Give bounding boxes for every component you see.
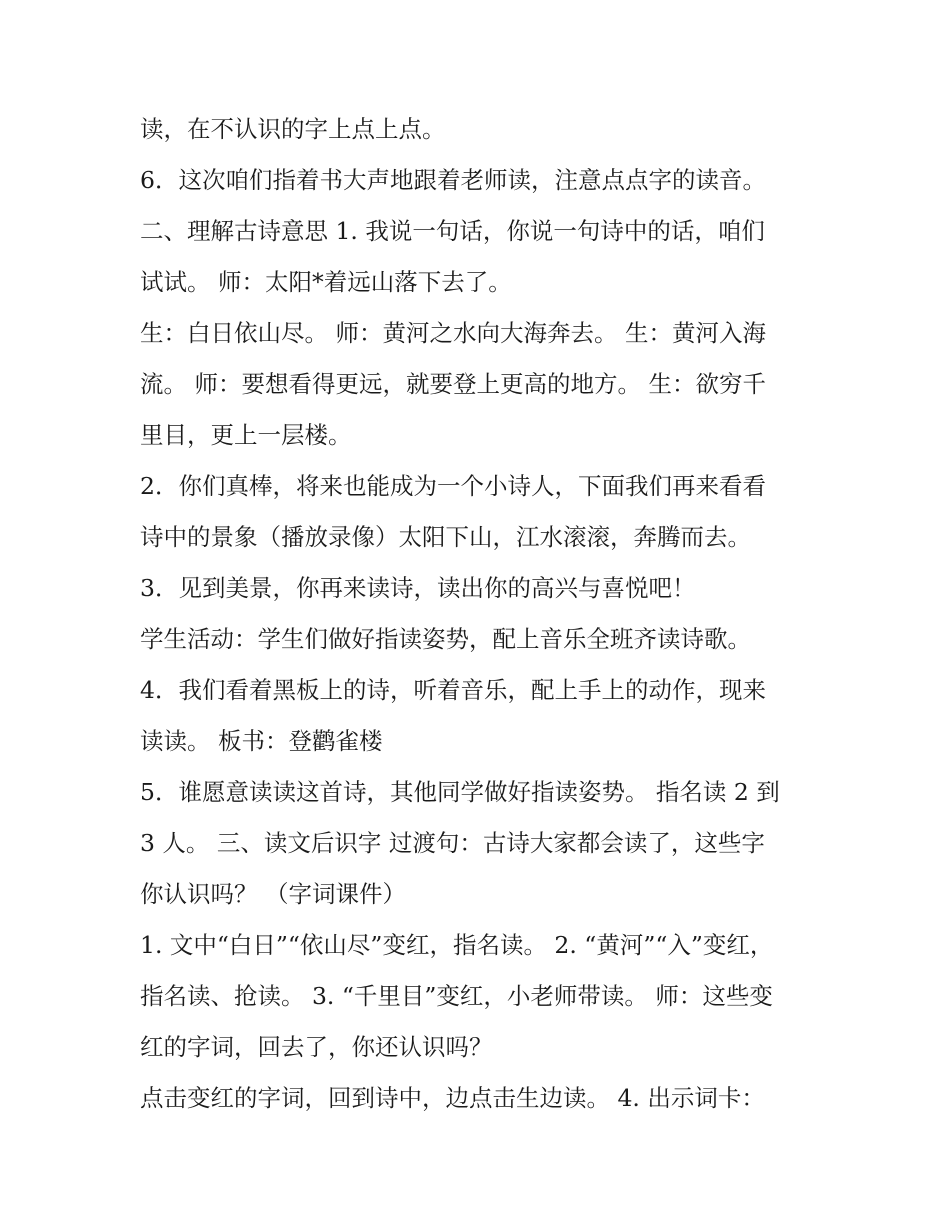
text-line: 生：白日依山尽。 师：黄河之水向大海奔去。 生：黄河入海 — [140, 319, 766, 347]
text-line: 红的字词，回去了，你还认识吗？ — [140, 1033, 493, 1061]
text-line: 4．我们看着黑板上的诗，听着音乐，配上手上的动作，现来 — [140, 676, 766, 704]
text-line: 读读。 板书：登鹳雀楼 — [140, 727, 383, 755]
text-line: 试试。 师：太阳*着远山落下去了。 — [140, 268, 512, 296]
text-line: 读，在不认识的字上点上点。 — [140, 115, 446, 143]
text-line: 5．谁愿意读读这首诗，其他同学做好指读姿势。 指名读 2 到 — [140, 778, 780, 806]
text-line: 指名读、抢读。 3. “千里目”变红，小老师带读。 师：这些变 — [140, 982, 773, 1010]
text-line: 流。 师：要想看得更远，就要登上更高的地方。 生：欲穷千 — [140, 370, 766, 398]
text-line: 3 人。 三、读文后识字 过渡句：古诗大家都会读了，这些字 — [140, 829, 765, 857]
text-line: 点击变红的字词，回到诗中，边点击生边读。 4. 出示词卡： — [140, 1084, 765, 1112]
text-line: 里目，更上一层楼。 — [140, 421, 352, 449]
text-line: 你认识吗？ （字词课件） — [140, 880, 406, 908]
text-line: 1. 文中“白日”“依山尽”变红，指名读。 2. “黄河”“入”变红， — [140, 931, 774, 959]
text-line: 二、理解古诗意思 1. 我说一句话，你说一句诗中的话，咱们 — [140, 217, 765, 245]
document-body — [140, 104, 830, 1124]
text-line: 6．这次咱们指着书大声地跟着老师读，注意点点字的读音。 — [140, 166, 766, 194]
text-line: 诗中的景象（播放录像）太阳下山，江水滚滚，奔腾而去。 — [140, 523, 751, 551]
text-line: 学生活动：学生们做好指读姿势，配上音乐全班齐读诗歌。 — [140, 625, 751, 653]
text-line: 3．见到美景，你再来读诗，读出你的高兴与喜悦吧！ — [140, 574, 696, 602]
text-line: 2．你们真棒，将来也能成为一个小诗人，下面我们再来看看 — [140, 472, 766, 500]
